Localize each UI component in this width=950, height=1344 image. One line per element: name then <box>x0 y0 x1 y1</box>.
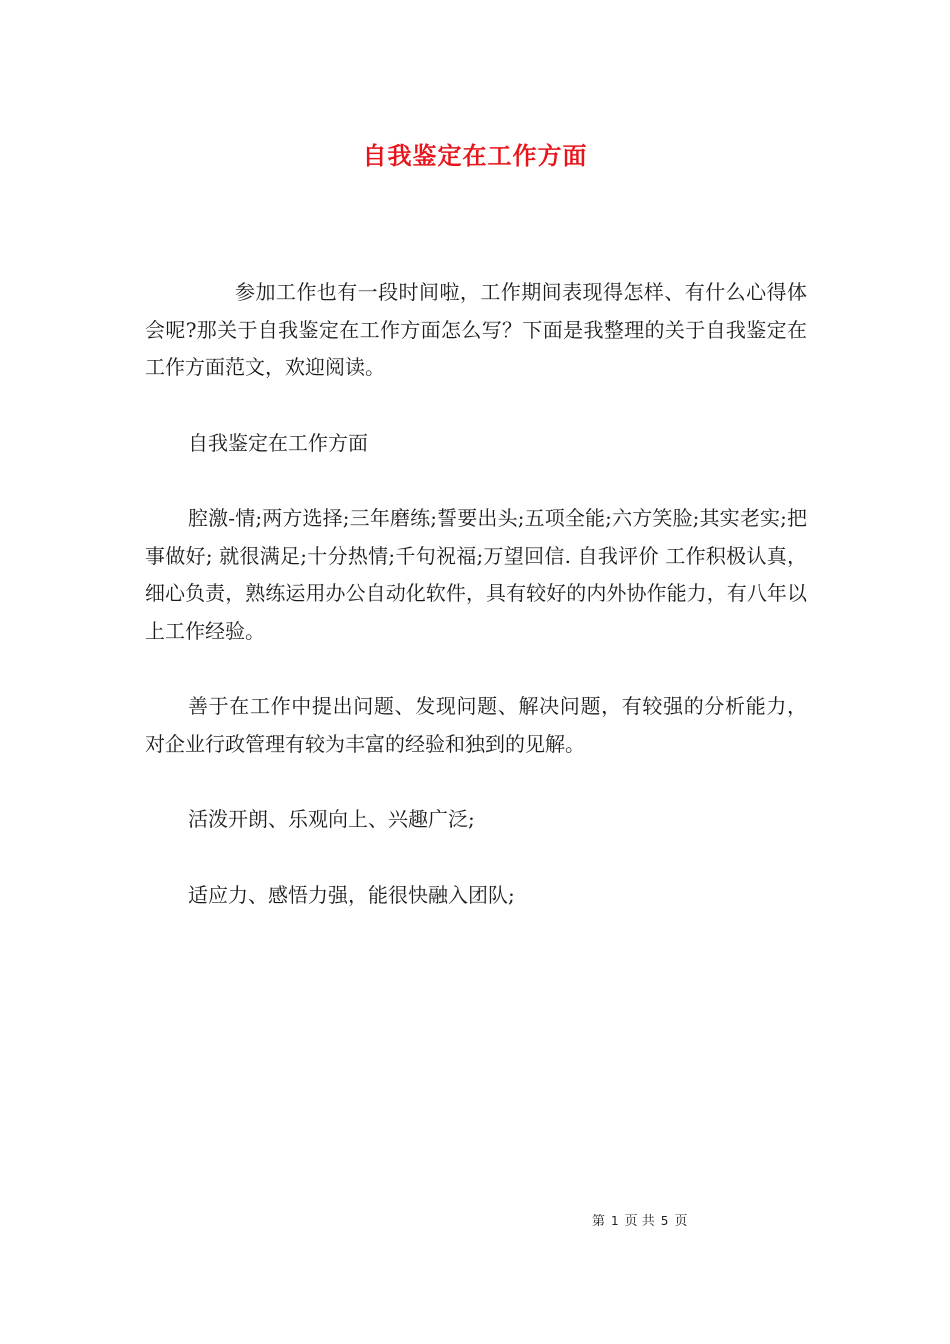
footer-total-pages: 5 <box>660 1214 669 1228</box>
footer-suffix: 页 <box>674 1214 688 1229</box>
personality-paragraph: 活泼开朗、乐观向上、兴趣广泛; <box>188 807 475 831</box>
adaptability-paragraph: 适应力、感悟力强，能很快融入团队; <box>188 882 515 907</box>
intro-paragraph: 参加工作也有一段时间啦，工作期间表现得怎样、有什么心得体会呢?那关于自我鉴定在工作方面怎么写？下面是我整理的关于自我鉴定在工作方面范文，欢迎阅读。 <box>145 280 807 379</box>
document-body <box>145 274 807 914</box>
self-evaluation-paragraph: 腔激-情;两方选择;三年磨练;誓要出头;五项全能;六方笑脸;其实老实;把事做好; 就很满足;十分热情;千句祝福;万望回信. 自我评价 工作积极认真，细心负责，熟练运用办公自动化软件，具有较好的内外协作能力，有八年以上工作经验。 <box>145 506 807 643</box>
page-number-footer <box>592 1210 687 1229</box>
footer-current-page: 1 <box>611 1214 619 1228</box>
analysis-paragraph: 善于在工作中提出问题、发现问题、解决问题，有较强的分析能力，对企业行政管理有较为丰富的经验和独到的见解。 <box>145 694 807 756</box>
footer-middle: 页 共 <box>624 1214 655 1229</box>
section-heading: 自我鉴定在工作方面 <box>188 430 368 455</box>
document-title: 自我鉴定在工作方面 <box>362 141 588 170</box>
footer-prefix: 第 <box>592 1214 606 1229</box>
